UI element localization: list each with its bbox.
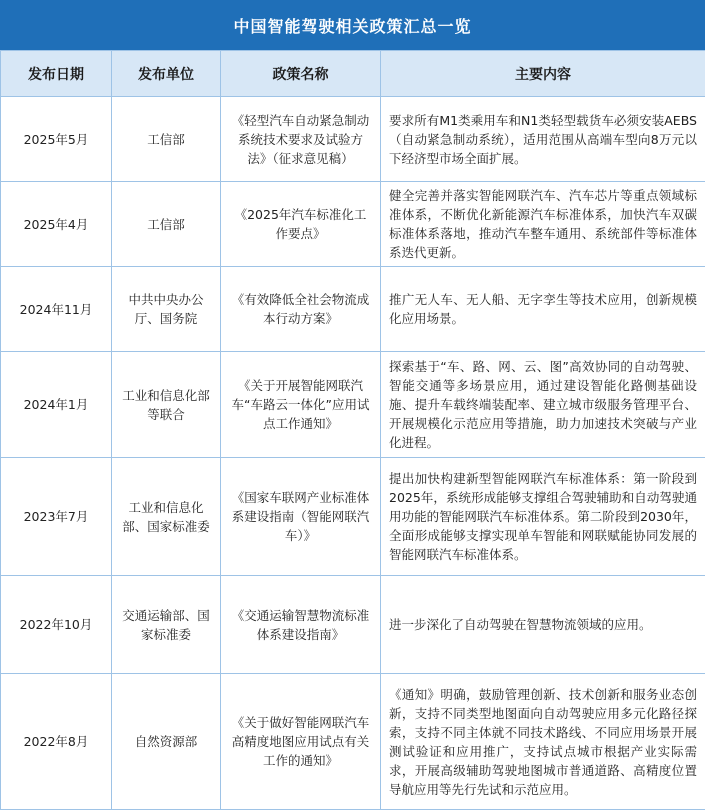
- cell-policy-name: 《关于开展智能网联汽车“车路云一体化”应用试点工作通知》: [221, 352, 381, 458]
- header-row: [1, 51, 705, 97]
- cell-date: 2025年4月: [1, 182, 112, 267]
- table-row: [1, 674, 705, 810]
- cell-policy-name: 《关于做好智能网联汽车高精度地图应用试点有关工作的通知》: [221, 674, 381, 810]
- cell-date: 2022年8月: [1, 674, 112, 810]
- table-row: [1, 352, 705, 458]
- table-row: [1, 182, 705, 267]
- cell-unit: 工信部: [112, 97, 221, 182]
- cell-date: 2024年11月: [1, 267, 112, 352]
- cell-content: 《通知》明确，鼓励管理创新、技术创新和服务业态创新，支持不同类型地图面向自动驾驶应用多元化路径探索，支持不同主体就不同技术路线、不同应用场景开展测试验证和应用推广，支持试点城市根据产业实际需求，开展高级辅助驾驶地图城市普通道路、高精度位置导航应用等先行先试和示范应用。: [381, 674, 705, 810]
- cell-policy-name: 《有效降低全社会物流成本行动方案》: [221, 267, 381, 352]
- table-row: [1, 576, 705, 674]
- cell-date: 2023年7月: [1, 458, 112, 576]
- cell-unit: 自然资源部: [112, 674, 221, 810]
- cell-date: 2025年5月: [1, 97, 112, 182]
- cell-date: 2024年1月: [1, 352, 112, 458]
- cell-unit: 交通运输部、国家标准委: [112, 576, 221, 674]
- cell-policy-name: 《2025年汽车标准化工作要点》: [221, 182, 381, 267]
- cell-content: 探索基于“车、路、网、云、图”高效协同的自动驾驶、智能交通等多场景应用，通过建设智能化路侧基础设施、提升车载终端装配率、建立城市级服务管理平台、开展规模化示范应用等措施，助力加速技术突破与产业化进程。: [381, 352, 705, 458]
- cell-content: 推广无人车、无人船、无字孪生等技术应用，创新规模化应用场景。: [381, 267, 705, 352]
- cell-policy-name: 《国家车联网产业标准体系建设指南（智能网联汽车）》: [221, 458, 381, 576]
- cell-content: 健全完善并落实智能网联汽车、汽车芯片等重点领域标准体系，不断优化新能源汽车标准体系，加快汽车双碳标准体系落地，推动汽车整车通用、系统部件等标准体系迭代更新。: [381, 182, 705, 267]
- header-policy-name: 政策名称: [221, 51, 381, 97]
- cell-content: 要求所有M1类乘用车和N1类轻型载货车必须安装AEBS（自动紧急制动系统），适用范围从高端车型向8万元以下经济型市场全面扩展。: [381, 97, 705, 182]
- cell-content: 进一步深化了自动驾驶在智慧物流领域的应用。: [381, 576, 705, 674]
- table-row: [1, 267, 705, 352]
- cell-policy-name: 《交通运输智慧物流标准体系建设指南》: [221, 576, 381, 674]
- cell-unit: 工业和信息化部、国家标准委: [112, 458, 221, 576]
- header-content: 主要内容: [381, 51, 705, 97]
- cell-content: 提出加快构建新型智能网联汽车标准体系：第一阶段到2025年，系统形成能够支撑组合驾驶辅助和自动驾驶通用功能的智能网联汽车标准体系。第二阶段到2030年，全面形成能够支撑实现单车智能和网联赋能协同发展的智能网联汽车标准体系。: [381, 458, 705, 576]
- policy-table: [0, 50, 705, 810]
- cell-unit: 工业和信息化部等联合: [112, 352, 221, 458]
- cell-unit: 工信部: [112, 182, 221, 267]
- header-date: 发布日期: [1, 51, 112, 97]
- table-row: [1, 458, 705, 576]
- cell-unit: 中共中央办公厅、国务院: [112, 267, 221, 352]
- header-unit: 发布单位: [112, 51, 221, 97]
- table-row: [1, 97, 705, 182]
- table-title: 中国智能驾驶相关政策汇总一览: [0, 0, 705, 50]
- cell-date: 2022年10月: [1, 576, 112, 674]
- cell-policy-name: 《轻型汽车自动紧急制动系统技术要求及试验方法》（征求意见稿）: [221, 97, 381, 182]
